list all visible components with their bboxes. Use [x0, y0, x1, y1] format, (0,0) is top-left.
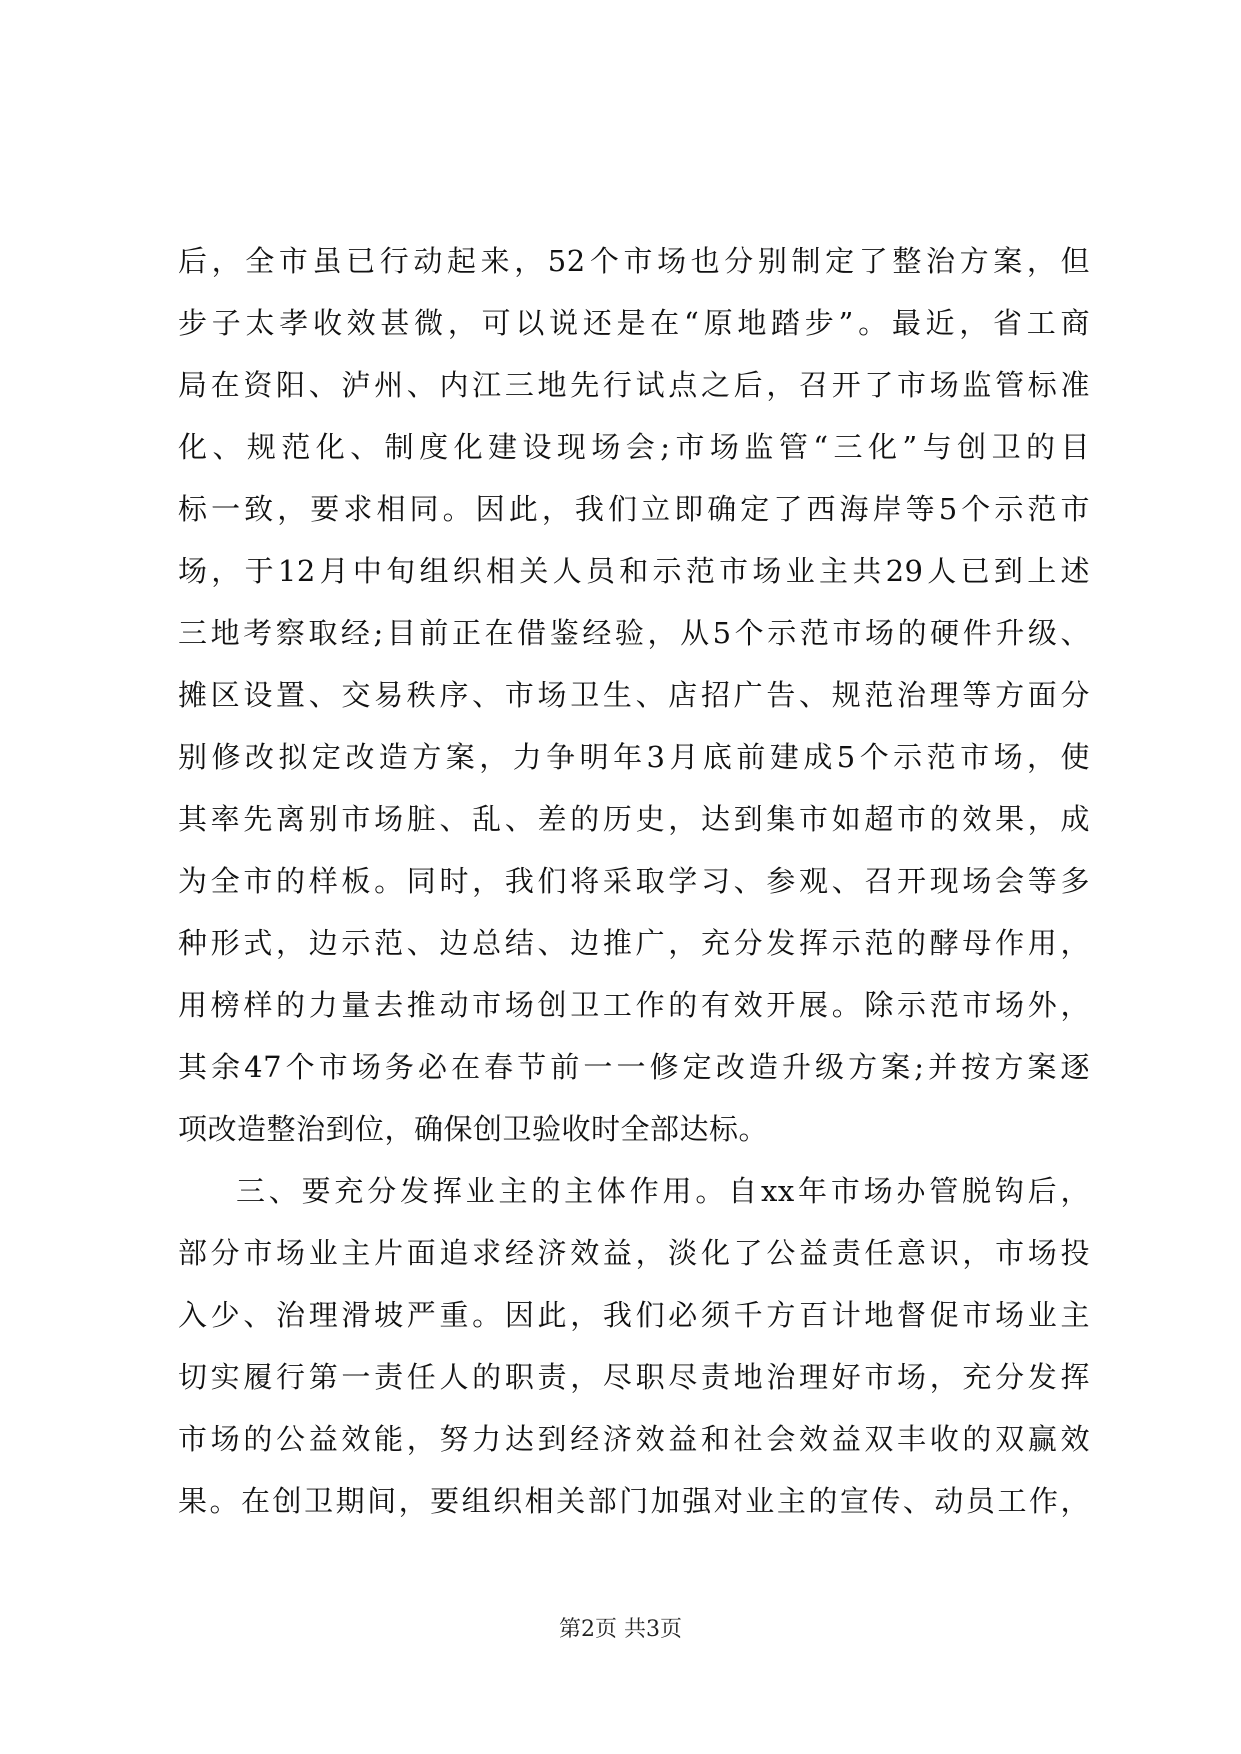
text-line: 别修改拟定改造方案，力争明年3月底前建成5个示范市场，使	[178, 740, 1090, 774]
text-line: 切实履行第一责任人的职责，尽职尽责地治理好市场，充分发挥	[178, 1360, 1090, 1394]
text-line: 部分市场业主片面追求经济效益，淡化了公益责任意识，市场投	[178, 1236, 1090, 1270]
text-line: 为全市的样板。同时，我们将采取学习、参观、召开现场会等多	[178, 864, 1090, 898]
text-line: 其率先离别市场脏、乱、差的历史，达到集市如超市的效果，成	[178, 802, 1090, 836]
page-number-footer: 第2页 共3页	[559, 1617, 682, 1642]
text-line: 化、规范化、制度化建设现场会;市场监管“三化”与创卫的目	[178, 430, 1090, 464]
text-line: 后，全市虽已行动起来，52个市场也分别制定了整治方案，但	[178, 244, 1090, 278]
text-line: 市场的公益效能，努力达到经济效益和社会效益双丰收的双赢效	[178, 1422, 1090, 1456]
text-line: 标一致，要求相同。因此，我们立即确定了西海岸等5个示范市	[178, 492, 1090, 526]
text-line: 果。在创卫期间，要组织相关部门加强对业主的宣传、动员工作，	[178, 1484, 1090, 1518]
text-line: 局在资阳、泸州、内江三地先行试点之后，召开了市场监管标准	[178, 368, 1090, 402]
section-heading-line: 三、要充分发挥业主的主体作用。自xx年市场办管脱钩后，	[236, 1174, 1090, 1208]
text-line: 摊区设置、交易秩序、市场卫生、店招广告、规范治理等方面分	[178, 678, 1090, 712]
text-line: 步子太孝收效甚微，可以说还是在“原地踏步”。最近，省工商	[178, 306, 1090, 340]
body-text	[178, 230, 1090, 1532]
text-line: 其余47个市场务必在春节前一一修定改造升级方案;并按方案逐	[178, 1050, 1090, 1084]
text-line: 入少、治理滑坡严重。因此，我们必须千方百计地督促市场业主	[178, 1298, 1090, 1332]
text-line: 种形式，边示范、边总结、边推广，充分发挥示范的酵母作用，	[178, 926, 1090, 960]
text-line: 场，于12月中旬组织相关人员和示范市场业主共29人已到上述	[178, 554, 1090, 588]
text-line: 三地考察取经;目前正在借鉴经验，从5个示范市场的硬件升级、	[178, 616, 1090, 650]
text-line: 用榜样的力量去推动市场创卫工作的有效开展。除示范市场外，	[178, 988, 1090, 1022]
text-line: 项改造整治到位，确保创卫验收时全部达标。	[178, 1112, 769, 1146]
